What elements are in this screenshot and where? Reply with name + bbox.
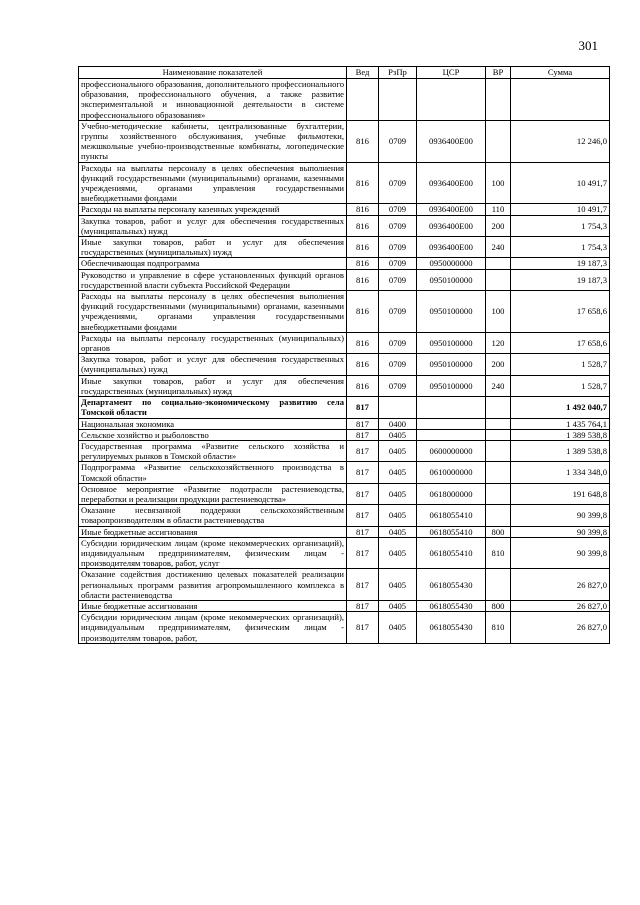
row-vr-cell: 200: [486, 215, 511, 236]
row-ved-cell: 817: [347, 483, 379, 504]
row-name-cell: Подпрограмма «Развитие сельскохозяйственного производства в Томской области»: [79, 462, 347, 483]
row-ved-cell: 816: [347, 162, 379, 204]
row-rzpr-cell: 0405: [379, 505, 417, 526]
row-csr-cell: [417, 418, 486, 429]
row-csr-cell: [417, 429, 486, 440]
row-ved-cell: 816: [347, 215, 379, 236]
row-ved-cell: 816: [347, 120, 379, 162]
table-row: [79, 429, 610, 440]
row-sum-cell: 17 658,6: [511, 291, 610, 333]
table-row: [79, 269, 610, 290]
row-ved-cell: 816: [347, 269, 379, 290]
row-name-cell: Государственная программа «Развитие сельского хозяйства и регулируемых рынков в Томской области»: [79, 440, 347, 461]
table-row: [79, 204, 610, 215]
row-csr-cell: 0618055430: [417, 600, 486, 611]
table-row: [79, 215, 610, 236]
row-rzpr-cell: 0405: [379, 526, 417, 537]
row-vr-cell: [486, 120, 511, 162]
table-row: [79, 462, 610, 483]
row-ved-cell: 817: [347, 505, 379, 526]
row-sum-cell: 10 491,7: [511, 204, 610, 215]
row-csr-cell: 0936400Е00: [417, 237, 486, 258]
row-vr-cell: 100: [486, 162, 511, 204]
row-vr-cell: 800: [486, 600, 511, 611]
row-ved-cell: 817: [347, 397, 379, 418]
row-name-cell: Основное мероприятие «Развитие подотрасли растениеводства, переработки и реализации продукции растениеводства»: [79, 483, 347, 504]
row-name-cell: Департамент по социально-экономическому развитию села Томской области: [79, 397, 347, 418]
table-row: [79, 375, 610, 396]
row-vr-cell: [486, 462, 511, 483]
table-row: [79, 291, 610, 333]
row-name-cell: Иные бюджетные ассигнования: [79, 600, 347, 611]
row-name-cell: Иные бюджетные ассигнования: [79, 526, 347, 537]
table-row: [79, 569, 610, 601]
row-vr-cell: 110: [486, 204, 511, 215]
row-rzpr-cell: 0709: [379, 354, 417, 375]
row-rzpr-cell: 0405: [379, 612, 417, 644]
row-sum-cell: 191 648,8: [511, 483, 610, 504]
header-name: Наименование показателей: [79, 67, 347, 79]
table-header-row: [79, 67, 610, 79]
table-row: [79, 162, 610, 204]
table-row: [79, 79, 610, 121]
row-ved-cell: 816: [347, 354, 379, 375]
row-rzpr-cell: 0405: [379, 537, 417, 569]
row-sum-cell: 90 399,8: [511, 537, 610, 569]
row-csr-cell: 0950000000: [417, 258, 486, 269]
page-number: 301: [578, 38, 598, 53]
row-ved-cell: 816: [347, 375, 379, 396]
row-rzpr-cell: 0709: [379, 215, 417, 236]
row-sum-cell: 10 491,7: [511, 162, 610, 204]
row-name-cell: Иные закупки товаров, работ и услуг для обеспечения государственных (муниципальных) нужд: [79, 237, 347, 258]
row-sum-cell: 90 399,8: [511, 505, 610, 526]
row-csr-cell: 0936400Е00: [417, 215, 486, 236]
table-row: [79, 418, 610, 429]
row-vr-cell: 100: [486, 291, 511, 333]
row-sum-cell: 1 334 348,0: [511, 462, 610, 483]
row-csr-cell: 0936400Е00: [417, 204, 486, 215]
row-name-cell: Расходы на выплаты персоналу в целях обеспечения выполнения функций государственными (муниципальными) органами, казенными учреждениями, органами управления государственными внебюджетными фондами: [79, 162, 347, 204]
row-sum-cell: [511, 79, 610, 121]
row-ved-cell: 817: [347, 429, 379, 440]
table-row: [79, 440, 610, 461]
row-rzpr-cell: 0709: [379, 332, 417, 353]
row-rzpr-cell: 0405: [379, 462, 417, 483]
row-csr-cell: 0950100000: [417, 354, 486, 375]
row-ved-cell: 816: [347, 204, 379, 215]
header-vr: ВР: [486, 67, 511, 79]
row-name-cell: Расходы на выплаты персоналу казенных учреждений: [79, 204, 347, 215]
row-csr-cell: 0618000000: [417, 483, 486, 504]
row-ved-cell: 817: [347, 600, 379, 611]
row-name-cell: Обеспечивающая подпрограмма: [79, 258, 347, 269]
row-name-cell: Оказание несвязанной поддержки сельскохозяйственным товаропроизводителям в области растениеводства: [79, 505, 347, 526]
row-ved-cell: 816: [347, 332, 379, 353]
row-sum-cell: 1 492 040,7: [511, 397, 610, 418]
table-row: [79, 237, 610, 258]
row-sum-cell: 26 827,0: [511, 612, 610, 644]
row-rzpr-cell: 0405: [379, 600, 417, 611]
table-row: [79, 354, 610, 375]
row-vr-cell: 240: [486, 237, 511, 258]
table-row: [79, 483, 610, 504]
row-vr-cell: [486, 418, 511, 429]
row-rzpr-cell: 0405: [379, 483, 417, 504]
row-rzpr-cell: 0709: [379, 375, 417, 396]
table-row: [79, 537, 610, 569]
table-row: [79, 397, 610, 418]
row-ved-cell: 817: [347, 440, 379, 461]
row-vr-cell: [486, 505, 511, 526]
row-rzpr-cell: 0709: [379, 120, 417, 162]
row-sum-cell: 1 754,3: [511, 237, 610, 258]
row-sum-cell: 17 658,6: [511, 332, 610, 353]
budget-table: [78, 66, 610, 644]
row-name-cell: профессионального образования, дополнительного профессионального образования, профессионального обучения, а также развитие экспериментальной и инновационной деятельности в системе профессионального образования»: [79, 79, 347, 121]
row-ved-cell: 817: [347, 526, 379, 537]
row-ved-cell: 817: [347, 462, 379, 483]
row-vr-cell: [486, 429, 511, 440]
row-csr-cell: [417, 397, 486, 418]
row-vr-cell: [486, 483, 511, 504]
row-name-cell: Иные закупки товаров, работ и услуг для обеспечения государственных (муниципальных) нужд: [79, 375, 347, 396]
row-rzpr-cell: 0400: [379, 418, 417, 429]
table-row: [79, 612, 610, 644]
row-vr-cell: [486, 440, 511, 461]
row-name-cell: Руководство и управление в сфере установленных функций органов государственной власти субъекта Российской Федерации: [79, 269, 347, 290]
row-vr-cell: [486, 397, 511, 418]
row-rzpr-cell: [379, 79, 417, 121]
row-csr-cell: 0618055410: [417, 537, 486, 569]
row-sum-cell: 1 389 538,8: [511, 429, 610, 440]
row-rzpr-cell: 0709: [379, 258, 417, 269]
row-vr-cell: [486, 79, 511, 121]
row-sum-cell: 1 754,3: [511, 215, 610, 236]
row-name-cell: Сельское хозяйство и рыболовство: [79, 429, 347, 440]
header-ved: Вед: [347, 67, 379, 79]
table-row: [79, 332, 610, 353]
row-name-cell: Национальная экономика: [79, 418, 347, 429]
row-vr-cell: 810: [486, 612, 511, 644]
row-name-cell: Расходы на выплаты персоналу в целях обеспечения выполнения функций государственными (муниципальными) органами, казенными учреждениями, органами управления государственными внебюджетными фондами: [79, 291, 347, 333]
row-sum-cell: 1 435 764,1: [511, 418, 610, 429]
row-sum-cell: 1 528,7: [511, 354, 610, 375]
header-csr: ЦСР: [417, 67, 486, 79]
table-row: [79, 600, 610, 611]
row-ved-cell: 816: [347, 258, 379, 269]
row-ved-cell: 817: [347, 612, 379, 644]
row-csr-cell: 0610000000: [417, 462, 486, 483]
row-rzpr-cell: 0709: [379, 162, 417, 204]
row-rzpr-cell: 0709: [379, 237, 417, 258]
row-vr-cell: [486, 269, 511, 290]
row-vr-cell: 200: [486, 354, 511, 375]
row-csr-cell: [417, 79, 486, 121]
row-rzpr-cell: 0405: [379, 440, 417, 461]
row-csr-cell: 0618055430: [417, 569, 486, 601]
row-rzpr-cell: 0709: [379, 204, 417, 215]
table-row: [79, 526, 610, 537]
row-name-cell: Субсидии юридическим лицам (кроме некоммерческих организаций), индивидуальным предпринимателям, физическим лицам - производителям товаров, работ, услуг: [79, 537, 347, 569]
row-csr-cell: 0600000000: [417, 440, 486, 461]
table-row: [79, 120, 610, 162]
row-sum-cell: 19 187,3: [511, 258, 610, 269]
header-sum: Сумма: [511, 67, 610, 79]
row-vr-cell: [486, 258, 511, 269]
row-vr-cell: 120: [486, 332, 511, 353]
row-csr-cell: 0618055430: [417, 612, 486, 644]
row-sum-cell: 26 827,0: [511, 600, 610, 611]
row-ved-cell: 817: [347, 569, 379, 601]
row-name-cell: Расходы на выплаты персоналу государственных (муниципальных) органов: [79, 332, 347, 353]
row-csr-cell: 0950100000: [417, 375, 486, 396]
row-sum-cell: 1 389 538,8: [511, 440, 610, 461]
row-rzpr-cell: 0709: [379, 291, 417, 333]
row-name-cell: Оказание содействия достижению целевых показателей реализации региональных программ развития агропромышленного комплекса в области растениеводства: [79, 569, 347, 601]
row-sum-cell: 26 827,0: [511, 569, 610, 601]
row-csr-cell: 0950100000: [417, 269, 486, 290]
row-ved-cell: 816: [347, 237, 379, 258]
row-csr-cell: 0950100000: [417, 332, 486, 353]
row-rzpr-cell: 0405: [379, 569, 417, 601]
row-vr-cell: 800: [486, 526, 511, 537]
row-sum-cell: 19 187,3: [511, 269, 610, 290]
row-sum-cell: 90 399,8: [511, 526, 610, 537]
row-name-cell: Закупка товаров, работ и услуг для обеспечения государственных (муниципальных) нужд: [79, 354, 347, 375]
row-name-cell: Субсидии юридическим лицам (кроме некоммерческих организаций), индивидуальным предпринимателям, физическим лицам - производителям товаров, работ,: [79, 612, 347, 644]
row-sum-cell: 12 246,0: [511, 120, 610, 162]
row-csr-cell: 0618055410: [417, 526, 486, 537]
row-csr-cell: 0936400Е00: [417, 162, 486, 204]
row-csr-cell: 0936400Е00: [417, 120, 486, 162]
row-vr-cell: 810: [486, 537, 511, 569]
row-name-cell: Закупка товаров, работ и услуг для обеспечения государственных (муниципальных) нужд: [79, 215, 347, 236]
row-rzpr-cell: 0405: [379, 429, 417, 440]
row-csr-cell: 0618055410: [417, 505, 486, 526]
row-rzpr-cell: 0709: [379, 269, 417, 290]
row-ved-cell: 816: [347, 291, 379, 333]
row-ved-cell: 817: [347, 537, 379, 569]
row-vr-cell: [486, 569, 511, 601]
row-ved-cell: [347, 79, 379, 121]
row-sum-cell: 1 528,7: [511, 375, 610, 396]
row-ved-cell: 817: [347, 418, 379, 429]
row-rzpr-cell: [379, 397, 417, 418]
table-row: [79, 258, 610, 269]
row-vr-cell: 240: [486, 375, 511, 396]
row-name-cell: Учебно-методические кабинеты, централизованные бухгалтерии, группы хозяйственного обслуживания, учебные фильмотеки, межшкольные учебно-производственные комбинаты, логопедические пункты: [79, 120, 347, 162]
table-row: [79, 505, 610, 526]
row-csr-cell: 0950100000: [417, 291, 486, 333]
header-rzpr: РзПр: [379, 67, 417, 79]
